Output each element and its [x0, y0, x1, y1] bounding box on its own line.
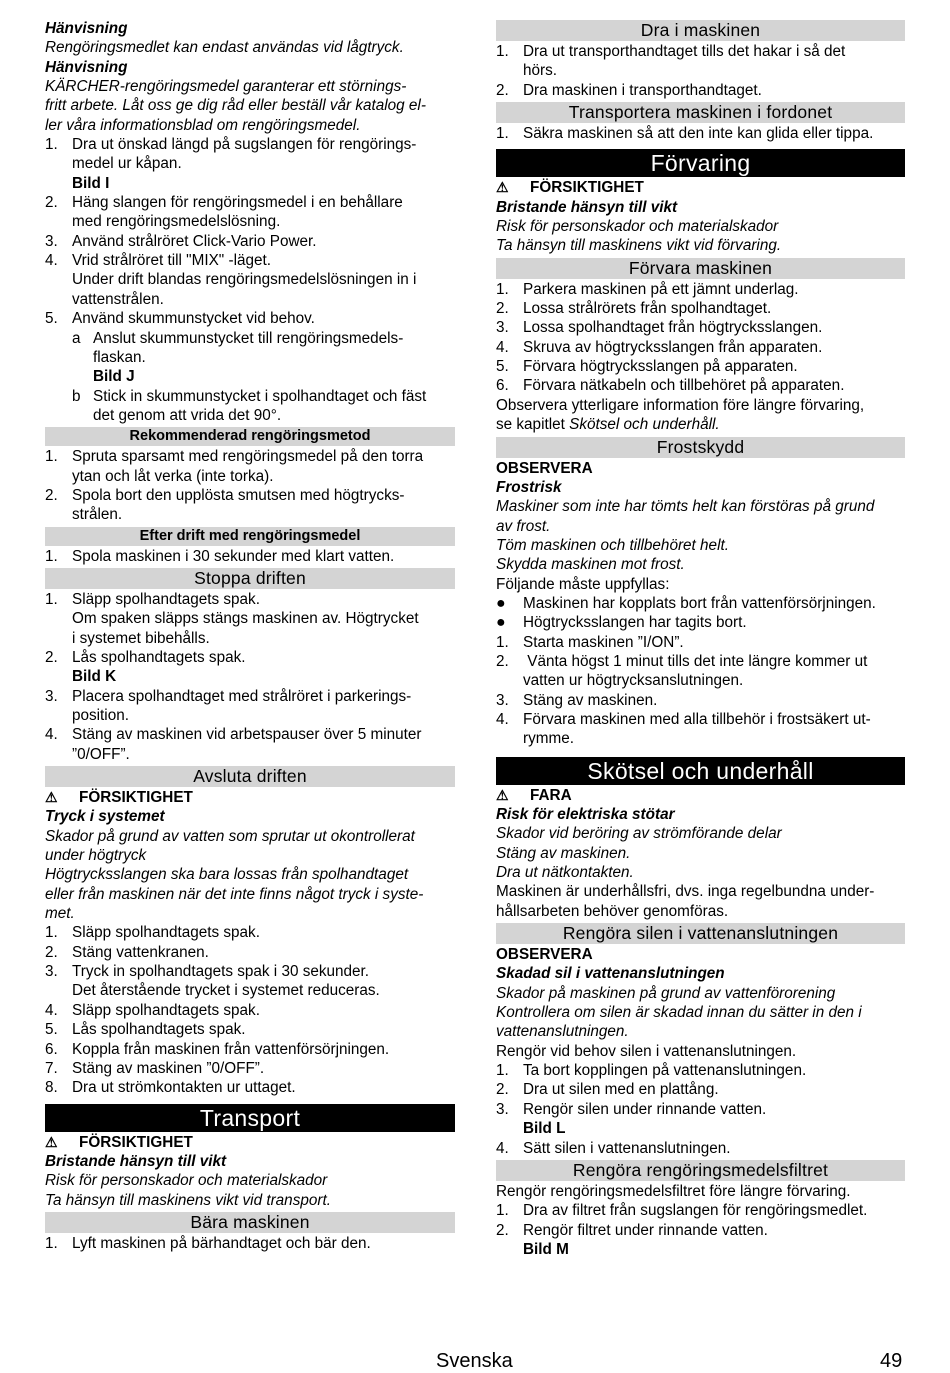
heading-frost-protection: Frostskydd — [496, 437, 905, 458]
list-item: 2. Häng slangen för rengöringsmedel i en behållare — [45, 194, 403, 212]
list-item: 1. Släpp spolhandtagets spak. — [45, 590, 260, 608]
list-item-cont: i systemet bibehålls. — [72, 629, 210, 647]
list-item: 1. Släpp spolhandtagets spak. — [45, 924, 260, 942]
list-item: 5. Förvara högtrycksslangen på apparaten. — [496, 358, 798, 376]
note-title: Hänvisning — [45, 58, 128, 76]
list-item-cont: ytan och låt verka (inte torka). — [72, 467, 274, 485]
warning-title: Risk för elektriska stötar — [496, 806, 675, 823]
warning-text: met. — [45, 905, 75, 923]
note-text: fritt arbete. Låt oss ge dig råd eller beställ vår katalog el- — [45, 97, 426, 115]
heading-transport: Transport — [45, 1104, 455, 1132]
list-item-cont: vattenstrålen. — [72, 290, 164, 308]
heading-care-maintenance: Skötsel och underhåll — [496, 757, 905, 785]
figure-ref: Bild M — [523, 1240, 569, 1258]
body-text: Rengör vid behov silen i vattenanslutningen. — [496, 1042, 797, 1060]
list-item: 1. Starta maskinen ”I/ON”. — [496, 633, 684, 651]
list-item-cont: det genom att vrida det 90°. — [93, 406, 282, 424]
warning-triangle-icon: ⚠ — [496, 179, 509, 196]
storage-note: Observera ytterligare information före längre förvaring, — [496, 396, 865, 414]
list-item: 3. Använd strålröret Click-Vario Power. — [45, 232, 317, 250]
sub-list-item: b Stick in skummunstycket i spolhandtaget och fäst — [72, 387, 427, 405]
footer-language: Svenska — [436, 1350, 513, 1372]
notice-title: Frostrisk — [496, 478, 562, 496]
list-item-cont: medel ur kåpan. — [72, 155, 182, 173]
list-item: 1. Parkera maskinen på ett jämnt underlag. — [496, 280, 799, 298]
heading-clean-sieve: Rengöra silen i vattenanslutningen — [496, 923, 905, 944]
list-item: 2. Stäng vattenkranen. — [45, 943, 209, 961]
warning-triangle-icon: ⚠ — [496, 786, 509, 803]
warning-text: Risk för personskador och materialskador — [45, 1172, 328, 1190]
list-item-cont: Det återstående trycket i systemet reduceras. — [72, 982, 380, 1000]
warning-label: ⚠ FÖRSIKTIGHET — [45, 1133, 193, 1151]
list-item-cont: vatten ur högtrycksanslutningen. — [523, 672, 744, 690]
heading-stop-operation: Stoppa driften — [45, 568, 455, 589]
bullet-icon: ● — [496, 614, 506, 632]
notice-label: OBSERVERA — [496, 946, 593, 964]
list-item: 3. Lossa spolhandtaget från högtrycksslangen. — [496, 319, 823, 337]
warning-text: Skador på grund av vatten som sprutar ut okontrollerat — [45, 827, 415, 845]
list-item: 1. Spruta sparsamt med rengöringsmedel på den torra — [45, 448, 424, 466]
list-item: 5. Lås spolhandtagets spak. — [45, 1021, 246, 1039]
subheading-after-operation: Efter drift med rengöringsmedel — [45, 527, 455, 546]
notice-text: Kontrollera om silen är skadad innan du sätter in den i — [496, 1004, 862, 1022]
heading-storage: Förvaring — [496, 149, 905, 177]
list-item: 4. Skruva av högtrycksslangen från apparaten. — [496, 338, 823, 356]
bullet-item: ● Högtrycksslangen har tagits bort. — [496, 614, 747, 632]
warning-text: Högtrycksslangen ska bara lossas från spolhandtaget — [45, 866, 409, 884]
list-item-cont: med rengöringsmedelslösning. — [72, 213, 281, 231]
list-item-cont: hörs. — [523, 62, 558, 80]
right-column — [496, 19, 905, 1259]
figure-ref: Bild I — [72, 174, 110, 192]
body-text: Rengör rengöringsmedelsfiltret före längre förvaring. — [496, 1182, 851, 1200]
list-item: 4. Stäng av maskinen vid arbetspauser över 5 minuter — [45, 726, 422, 744]
sub-list-item: a Anslut skummunstycket till rengöringsmedels- — [72, 329, 404, 347]
notice-label: OBSERVERA — [496, 459, 593, 477]
heading-clean-detergent-filter: Rengöra rengöringsmedelsfiltret — [496, 1160, 905, 1181]
warning-text: Risk för personskador och materialskador — [496, 218, 779, 236]
warning-text: Skador vid beröring av strömförande delar — [496, 825, 782, 843]
list-item: 1. Säkra maskinen så att den inte kan glida eller tippa. — [496, 125, 874, 143]
list-item: 3. Placera spolhandtaget med strålröret i parkerings- — [45, 687, 412, 705]
list-item: 1. Spola maskinen i 30 sekunder med klart vatten. — [45, 547, 395, 565]
list-item: 2. Spola bort den upplösta smutsen med högtrycks- — [45, 486, 405, 504]
list-item: 2. Dra ut silen med en plattång. — [496, 1081, 719, 1099]
list-item: 4. Förvara maskinen med alla tillbehör i frostsäkert ut- — [496, 710, 871, 728]
list-item: 1. Lyft maskinen på bärhandtaget och bär den. — [45, 1234, 371, 1252]
bullet-icon: ● — [496, 594, 506, 612]
list-item: 3. Tryck in spolhandtagets spak i 30 sekunder. — [45, 963, 370, 981]
list-item: 2. Lossa strålrörets från spolhandtaget. — [496, 300, 772, 318]
notice-text: av frost. — [496, 517, 551, 535]
warning-title: Bristande hänsyn till vikt — [45, 1152, 227, 1170]
list-item: 2. Lås spolhandtagets spak. — [45, 648, 246, 666]
heading-end-operation: Avsluta driften — [45, 766, 455, 787]
list-item: 2. Rengör filtret under rinnande vatten. — [496, 1221, 768, 1239]
list-item: 5. Använd skummunstycket vid behov. — [45, 310, 315, 328]
list-item-cont: Under drift blandas rengöringsmedelslösningen in i — [72, 271, 417, 289]
note-text: ler våra informationsblad om rengöringsmedel. — [45, 116, 361, 134]
body-text: hållsarbeten behöver genomföras. — [496, 902, 729, 920]
heading-vehicle-transport: Transportera maskinen i fordonet — [496, 102, 905, 123]
list-item: 4. Släpp spolhandtagets spak. — [45, 1001, 260, 1019]
warning-title: Bristande hänsyn till vikt — [496, 198, 678, 216]
list-item: 3. Rengör silen under rinnande vatten. — [496, 1100, 767, 1118]
list-item-cont: rymme. — [523, 730, 574, 748]
warning-text: Ta hänsyn till maskinens vikt vid transport. — [45, 1191, 331, 1209]
storage-note-ref: se kapitlet Skötsel och underhåll. — [496, 416, 720, 434]
subheading-recommended-method: Rekommenderad rengöringsmetod — [45, 427, 455, 446]
list-item: 8. Dra ut strömkontakten ur uttaget. — [45, 1079, 296, 1097]
body-text: Maskinen är underhållsfri, dvs. inga regelbundna under- — [496, 883, 875, 901]
list-item: 6. Koppla från maskinen från vattenförsörjningen. — [45, 1040, 390, 1058]
list-item: 1. Dra av filtret från sugslangen för rengöringsmedlet. — [496, 1202, 868, 1220]
notice-text: Maskiner som inte har tömts helt kan förstöras på grund — [496, 498, 875, 516]
list-item: 1. Ta bort kopplingen på vattenanslutningen. — [496, 1062, 807, 1080]
notice-text: vattenanslutningen. — [496, 1023, 629, 1041]
warning-label: ⚠ FÖRSIKTIGHET — [496, 179, 644, 197]
note-text: Rengöringsmedlet kan endast användas vid lågtryck. — [45, 39, 404, 57]
bullet-item: ● Maskinen har kopplats bort från vattenförsörjningen. — [496, 594, 876, 612]
page-number: 49 — [880, 1350, 903, 1372]
warning-text: Dra ut nätkontakten. — [496, 864, 634, 882]
warning-label: ⚠ FÖRSIKTIGHET — [45, 789, 193, 807]
requirements-intro: Följande måste uppfyllas: — [496, 575, 670, 593]
list-item: 1. Dra ut önskad längd på sugslangen för rengörings- — [45, 136, 417, 154]
note-text: KÄRCHER-rengöringsmedel garanterar ett störnings- — [45, 78, 407, 96]
warning-text: under högtryck — [45, 847, 147, 865]
list-item: 4. Sätt silen i vattenanslutningen. — [496, 1139, 731, 1157]
list-item: 3. Stäng av maskinen. — [496, 691, 658, 709]
list-item-cont: position. — [72, 707, 129, 724]
list-item: 1. Dra ut transporthandtaget tills det hakar i så det — [496, 43, 846, 60]
notice-text: Skydda maskinen mot frost. — [496, 556, 685, 574]
list-item: 4. Vrid strålröret till "MIX" -läget. — [45, 252, 272, 270]
warning-text: eller från maskinen när det inte finns något tryck i syste- — [45, 885, 424, 903]
heading-store-machine: Förvara maskinen — [496, 258, 905, 279]
notice-text: Töm maskinen och tillbehöret helt. — [496, 536, 729, 554]
warning-text: Ta hänsyn till maskinens vikt vid förvaring. — [496, 237, 782, 255]
figure-ref: Bild J — [93, 368, 135, 386]
figure-ref: Bild K — [72, 668, 117, 686]
list-item: 2. Dra maskinen i transporthandtaget. — [496, 81, 762, 99]
warning-label: ⚠ FARA — [496, 786, 572, 804]
list-item-cont: strålen. — [72, 506, 123, 524]
warning-triangle-icon: ⚠ — [45, 789, 58, 806]
notice-title: Skadad sil i vattenanslutningen — [496, 965, 725, 983]
list-item-cont: ”0/OFF”. — [72, 745, 130, 763]
list-item: 2. Vänta högst 1 minut tills det inte längre kommer ut — [496, 652, 868, 670]
left-column — [45, 19, 455, 1253]
warning-title: Tryck i systemet — [45, 808, 165, 826]
chapter-link[interactable]: Skötsel och underhåll. — [569, 416, 720, 434]
heading-pull-machine: Dra i maskinen — [496, 20, 905, 41]
list-item: 6. Förvara nätkabeln och tillbehöret på apparaten. — [496, 377, 845, 395]
note-title: Hänvisning — [45, 20, 128, 37]
figure-ref: Bild L — [523, 1120, 566, 1138]
list-item: 7. Stäng av maskinen ”0/OFF”. — [45, 1059, 265, 1077]
notice-text: Skador på maskinen på grund av vattenförorening — [496, 984, 836, 1002]
warning-triangle-icon: ⚠ — [45, 1133, 58, 1150]
list-item-cont: flaskan. — [93, 348, 146, 366]
heading-carry-machine: Bära maskinen — [45, 1212, 455, 1233]
list-item-cont: Om spaken släpps stängs maskinen av. Högtrycket — [72, 610, 419, 628]
warning-text: Stäng av maskinen. — [496, 844, 631, 862]
